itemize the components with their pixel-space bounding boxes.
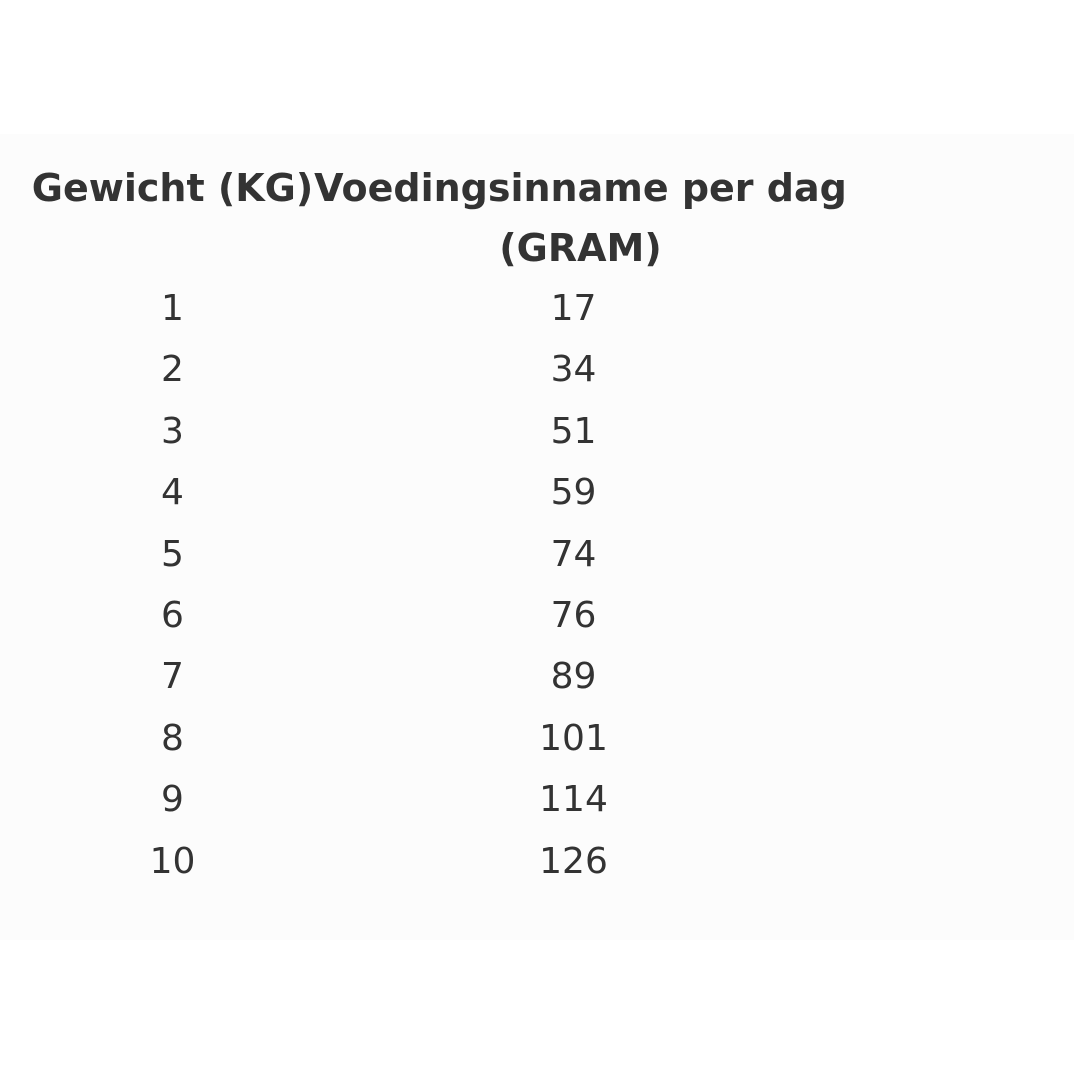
weight-cell: 2	[161, 349, 184, 391]
weight-cell: 10	[149, 840, 196, 882]
intake-cell	[345, 524, 1074, 585]
table-row	[0, 339, 1074, 400]
table-row	[0, 401, 1074, 462]
table-row	[0, 585, 1074, 646]
intake-cell	[345, 462, 1074, 523]
weight-cell: 5	[161, 533, 184, 575]
header-intake	[314, 158, 1074, 278]
table-row	[0, 708, 1074, 769]
weight-cell: 6	[161, 595, 184, 637]
weight-cell: 9	[161, 779, 184, 821]
weight-cell: 3	[161, 410, 184, 452]
intake-cell	[345, 831, 1074, 892]
intake-value: 34	[550, 349, 597, 391]
intake-value: 126	[539, 840, 608, 882]
table-row	[0, 462, 1074, 523]
table-row	[0, 524, 1074, 585]
intake-cell	[345, 339, 1074, 400]
weight-cell: 4	[161, 472, 184, 514]
intake-cell	[345, 708, 1074, 769]
header-weight: Gewicht (KG)	[31, 166, 314, 210]
intake-cell	[345, 401, 1074, 462]
intake-value: 59	[550, 472, 597, 514]
header-intake-label: Voedingsinname per dag (GRAM)	[314, 166, 847, 270]
weight-cell: 7	[161, 656, 184, 698]
intake-value: 114	[539, 779, 608, 821]
intake-value: 17	[550, 288, 597, 329]
intake-value: 74	[550, 533, 597, 575]
intake-cell	[345, 585, 1074, 646]
table-row	[0, 831, 1074, 892]
intake-cell	[345, 278, 1074, 339]
table-row	[0, 278, 1074, 339]
intake-cell	[345, 646, 1074, 707]
weight-cell: 1	[161, 288, 184, 329]
table-header-row	[0, 158, 1074, 278]
intake-value: 89	[550, 656, 597, 698]
intake-value: 51	[550, 410, 597, 452]
table-row	[0, 769, 1074, 830]
table-row	[0, 646, 1074, 707]
intake-value: 101	[539, 717, 608, 759]
intake-value: 76	[550, 595, 597, 637]
weight-cell: 8	[161, 717, 184, 759]
feeding-table	[0, 158, 1074, 892]
intake-cell	[345, 769, 1074, 830]
